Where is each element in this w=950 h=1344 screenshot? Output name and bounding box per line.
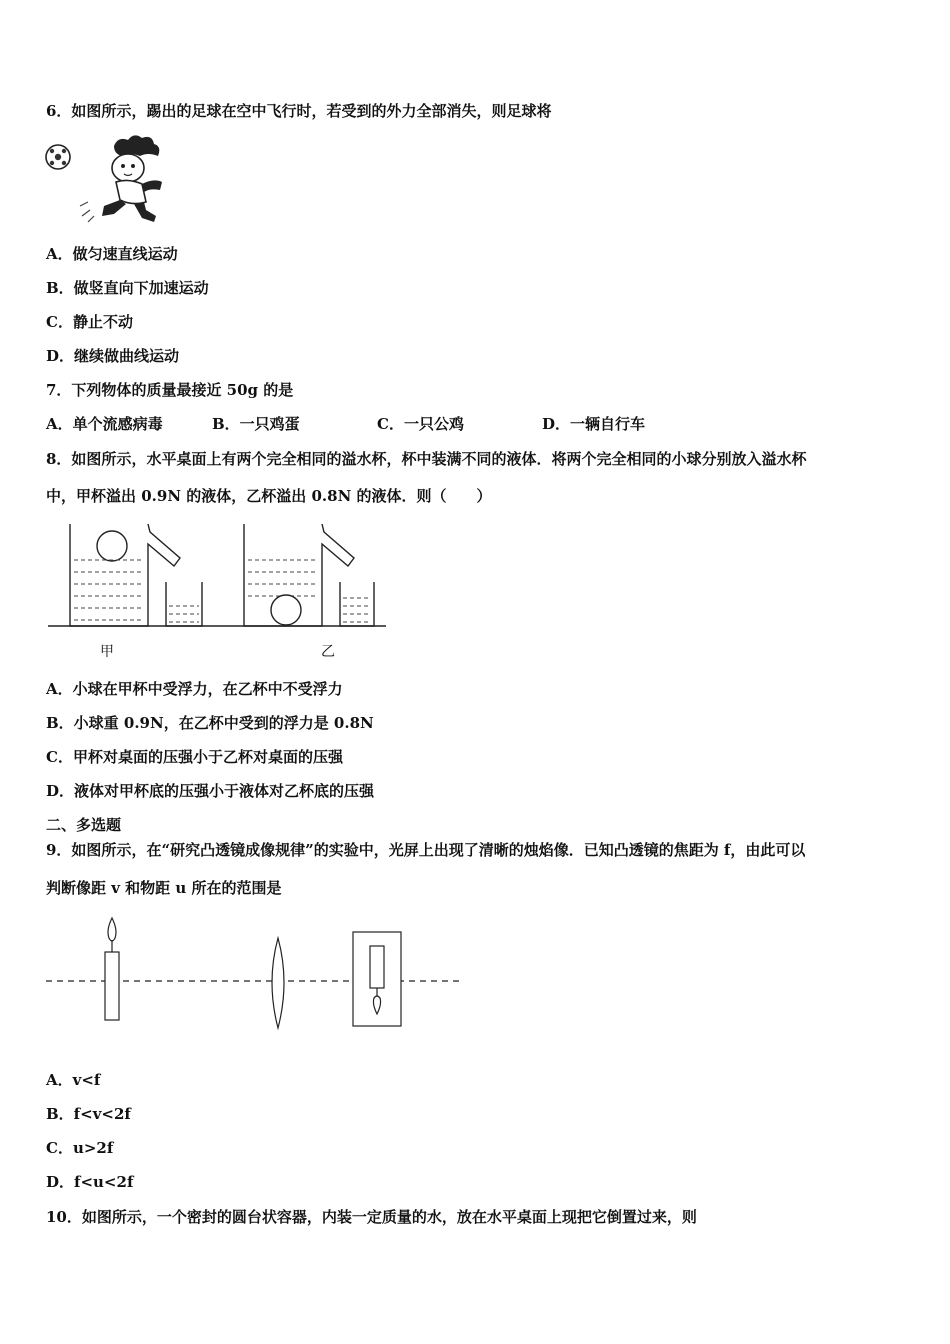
convex-lens-icon bbox=[272, 938, 284, 1028]
cup-yi bbox=[244, 524, 374, 626]
candle-icon bbox=[105, 918, 119, 1020]
q8-label-jia: 甲 bbox=[100, 644, 114, 660]
football-icon bbox=[46, 145, 70, 169]
ball-sunk bbox=[271, 595, 301, 625]
q8-option-b: B．小球重 0.9N，在乙杯中受到的浮力是 0.8N bbox=[46, 714, 374, 732]
q7-option-a: A．单个流感病毒 bbox=[46, 415, 163, 433]
q7-option-b: B．一只鸡蛋 bbox=[212, 415, 300, 433]
q9-option-d: D．f<u<2f bbox=[46, 1173, 134, 1191]
q6-option-c: C．静止不动 bbox=[46, 313, 133, 331]
q8-stem-line2: 中，甲杯溢出 0.9N 的液体，乙杯溢出 0.8N 的液体．则（ ） bbox=[46, 487, 492, 505]
light-screen-with-image bbox=[353, 932, 401, 1026]
mascot-kicker-icon bbox=[80, 135, 162, 222]
q7-options-row bbox=[46, 414, 746, 434]
q7-stem: 7．下列物体的质量最接近 50g 的是 bbox=[46, 381, 294, 399]
q8-option-c: C．甲杯对桌面的压强小于乙杯对桌面的压强 bbox=[46, 748, 343, 766]
q9-option-c: C．u>2f bbox=[46, 1139, 114, 1157]
q8-option-a: A．小球在甲杯中受浮力，在乙杯中不受浮力 bbox=[46, 680, 343, 698]
q8-figure-overflow-cups bbox=[44, 518, 389, 634]
q6-stem: 6．如图所示，踢出的足球在空中飞行时，若受到的外力全部消失，则足球将 bbox=[46, 102, 552, 120]
ball-floating bbox=[97, 531, 127, 561]
q9-option-a: A．v<f bbox=[46, 1071, 101, 1089]
q8-stem-line1: 8．如图所示，水平桌面上有两个完全相同的溢水杯，杯中装满不同的液体．将两个完全相同的小球分别放入溢水杯 bbox=[46, 450, 807, 468]
q6-option-a: A．做匀速直线运动 bbox=[46, 245, 178, 263]
q6-option-d: D．继续做曲线运动 bbox=[46, 347, 180, 365]
q6-option-b: B．做竖直向下加速运动 bbox=[46, 279, 209, 297]
q8-label-yi: 乙 bbox=[321, 644, 335, 660]
q7-option-d: D．一辆自行车 bbox=[542, 415, 646, 433]
q10-stem: 10．如图所示，一个密封的圆台状容器，内装一定质量的水，放在水平桌面上现把它倒置过来，则 bbox=[46, 1208, 697, 1226]
q7-option-c: C．一只公鸡 bbox=[377, 415, 464, 433]
q9-option-b: B．f<v<2f bbox=[46, 1105, 131, 1123]
q9-figure-lens-experiment bbox=[44, 914, 468, 1034]
q9-stem-line2: 判断像距 v 和物距 u 所在的范围是 bbox=[46, 879, 282, 897]
q6-figure-soccer-kick bbox=[44, 132, 174, 228]
section-title-multiple-choice: 二、多选题 bbox=[46, 816, 122, 834]
q8-option-d: D．液体对甲杯底的压强小于液体对乙杯底的压强 bbox=[46, 782, 375, 800]
q9-stem-line1: 9．如图所示，在“研究凸透镜成像规律”的实验中，光屏上出现了清晰的烛焰像．已知凸透镜的焦距为 f，由此可以 bbox=[46, 841, 806, 859]
cup-jia bbox=[70, 524, 202, 626]
